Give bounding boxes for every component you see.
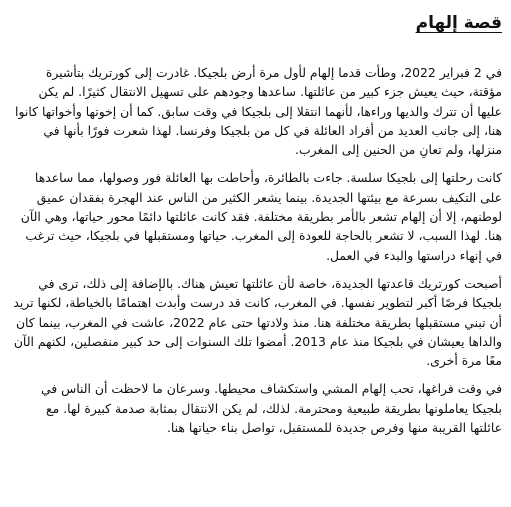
document-page [12, 4, 502, 437]
paragraph-journey: كانت رحلتها إلى بلجيكا سلسة. جاءت بالطائرة، وأحاطت بها العائلة فور وصولها، مما ساعدها على التكيف بسرعة مع بيئتها الجديدة. بينما يشعر الكثير من الناس عند الهجرة بفقدان عميق لوطنهم، إلا أن إلهام تشعر بالأمر بطريقة مختلفة. فقد كانت عائلتها دائمًا محور حياتها، وهي الآن هنا. لهذا السبب، لا تشعر بالحاجة للعودة إلى المغرب. حياتها ومستقبلها في بلجيكا، حيث ترغب في إنهاء دراستها والبدء في العمل. [20, 170, 502, 263]
paragraph-arrival: في 2 فبراير 2022، وطأت قدما إلهام لأول مرة أرض بلجيكا. غادرت إلى كورتريك بتأشيرة مؤقتة، حيث يعيش جزء كبير من عائلتها. ساعدها وجودهم على تسهيل الانتقال كثيرًا. لم يكن عليها أن تترك والديها وراءها، لأنهما انتقلا إلى بلجيكا في وقت سابق. كما أن إخوتها وأخواتها كانوا هنا، إلى جانب العديد من أفراد العائلة في كل من بلجيكا وفرنسا. لهذا شعرت فورًا بأنها في منزلها، ولم تعانِ من الحنين إلى المغرب. [15, 65, 502, 158]
paragraph-kortrijk: أصبحت كورتريك قاعدتها الجديدة، خاصة لأن عائلتها تعيش هناك. بالإضافة إلى ذلك، ترى في بلجيكا فرصًا أكبر لتطوير نفسها. في المغرب، كانت قد درست وأبدت اهتمامًا بالخياطة، لكنها تريد أن تبني مستقبلها بطريقة مختلفة هنا. منذ ولادتها حتى عام 2022، عاشت في المغرب، بينما كان والداها يعيشان في بلجيكا منذ عام 2013. أمضوا تلك السنوات إلى حد كبير منفصلين، لكنهم الآن معًا مرة أخرى. [13, 275, 502, 369]
document-title: قصة إلهام [415, 13, 502, 33]
paragraph-free-time: في وقت فراغها، تحب إلهام المشي واستكشاف محيطها. وسرعان ما لاحظت أن الناس في بلجيكا يعاملونها بطريقة طبيعية ومحترمة. لذلك، لم يكن الانتقال بمثابة صدمة كبيرة لها. مع عائلتها القريبة منها وفرص جديدة للمستقبل، تواصل بناء حياتها هنا. [40, 381, 502, 436]
